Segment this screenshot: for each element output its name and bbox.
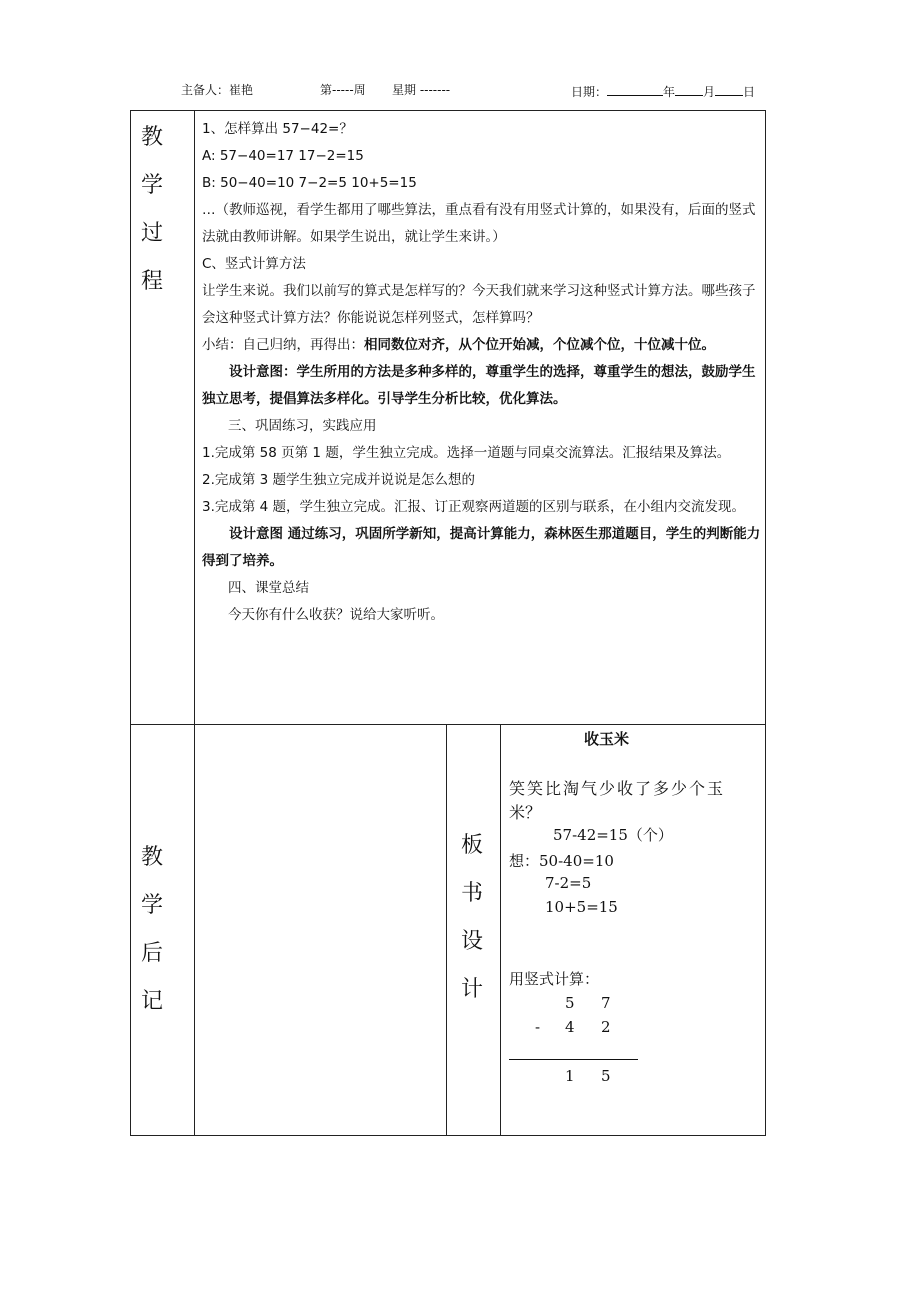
- vertical-digit: 5: [565, 994, 575, 1012]
- process-line: …（教师巡视，看学生都用了哪些算法，重点看有没有用竖式计算的，如果没有，后面的竖式法就由教师讲解。如果学生说出，就让学生来讲。）: [202, 202, 756, 245]
- process-content: [202, 116, 762, 629]
- board-title: 收玉米: [584, 730, 630, 748]
- process-label-char: 过: [140, 221, 163, 246]
- summary-paragraph: [202, 332, 762, 359]
- board-think-step: 7-2=5: [545, 874, 592, 892]
- board-vertical-label: 用竖式计算：: [509, 970, 600, 988]
- vertical-digit: 5: [601, 1067, 611, 1085]
- reflection-label-char: 记: [140, 989, 163, 1014]
- process-label-char: 学: [140, 173, 163, 198]
- process-label-char: 教: [140, 125, 163, 150]
- date-label: 日期：: [571, 85, 608, 99]
- reflection-label-char: 后: [140, 941, 163, 966]
- board-think-step: 50-40=10: [539, 852, 614, 870]
- date-field: [571, 82, 755, 100]
- weekday-field: 星期 -------: [392, 83, 451, 97]
- board-think: [509, 850, 614, 871]
- row-divider: [131, 724, 765, 725]
- preparer: [181, 82, 253, 98]
- process-line: 让学生来说。我们以前写的算式是怎样写的？今天我们就来学习这种竖式计算方法。哪些孩子会这种竖式计算方法？你能说说怎样列竖式，怎样算吗？: [202, 283, 756, 326]
- reflection-board-divider: [446, 725, 447, 1135]
- vertical-digit: 2: [601, 1018, 611, 1036]
- practice-item: 3.完成第 4 题，学生独立完成。汇报、订正观察两道题的区别与联系，在小组内交流发现。: [202, 499, 746, 515]
- board-label: [449, 822, 495, 1014]
- board-think-label: 想：: [509, 852, 540, 870]
- day-blank: [715, 82, 743, 96]
- board-label-divider: [500, 725, 501, 1135]
- preparer-label: 主备人：: [181, 83, 230, 97]
- design-intent-2: 设计意图 通过练习，巩固所学新知，提高计算能力，森林医生那道题目，学生的判断能力得到了培养。: [202, 526, 761, 569]
- day-label: 日: [743, 85, 756, 99]
- vertical-digit: 4: [565, 1018, 575, 1036]
- board-label-char: 板: [460, 833, 483, 858]
- process-line: B: 50−40=10 7−2=5 10+5=15: [202, 175, 417, 191]
- year-blank: [607, 82, 663, 96]
- board-equation: 57-42=15（个）: [553, 826, 673, 844]
- board-label-char: 设: [460, 929, 483, 954]
- board-label-char: 书: [460, 881, 483, 906]
- month-label: 月: [703, 85, 716, 99]
- vertical-result-line: [509, 1059, 638, 1060]
- summary-heading: 四、课堂总结: [228, 580, 309, 596]
- vertical-digit: 7: [601, 994, 611, 1012]
- process-line: A: 57−40=17 17−2=15: [202, 148, 364, 164]
- process-line: C、竖式计算方法: [202, 256, 306, 272]
- process-line: 1、怎样算出 57−42=？: [202, 121, 353, 137]
- preparer-name: 崔艳: [229, 83, 254, 97]
- reflection-label-char: 学: [140, 893, 163, 918]
- minus-sign: -: [535, 1018, 541, 1036]
- board-think-step: 10+5=15: [545, 898, 618, 916]
- practice-item: 2.完成第 3 题学生独立完成并说说是怎么想的: [202, 472, 476, 488]
- week-field: 第-----周: [320, 83, 366, 97]
- board-question-line1: 笑笑比淘气少收了多少个玉: [509, 779, 726, 798]
- reflection-label-char: 教: [140, 845, 163, 870]
- reflection-label: [132, 834, 172, 1026]
- practice-item: 1.完成第 58 页第 1 题，学生独立完成。选择一道题与同桌交流算法。汇报结果及算法。: [202, 445, 731, 461]
- board-question-line2: 米？: [509, 803, 542, 822]
- practice-heading: 三、巩固练习，实践应用: [228, 418, 377, 434]
- process-label-char: 程: [140, 269, 163, 294]
- vertical-digit: 1: [565, 1067, 575, 1085]
- summary-rule: 相同数位对齐，从个位开始减，个位减个位，十位减十位。: [364, 337, 715, 353]
- summary-prefix: 小结：自己归纳，再得出：: [202, 337, 364, 353]
- board-label-char: 计: [460, 977, 483, 1002]
- closing-line: 今天你有什么收获？说给大家听听。: [228, 607, 444, 623]
- year-label: 年: [663, 85, 676, 99]
- process-label: [132, 114, 172, 306]
- design-intent-1: 设计意图：学生所用的方法是多种多样的，尊重学生的选择，尊重学生的想法，鼓励学生独立思考，提倡算法多样化。引导学生分析比较，优化算法。: [202, 364, 756, 407]
- month-blank: [675, 82, 703, 96]
- label-column-divider: [194, 111, 195, 1135]
